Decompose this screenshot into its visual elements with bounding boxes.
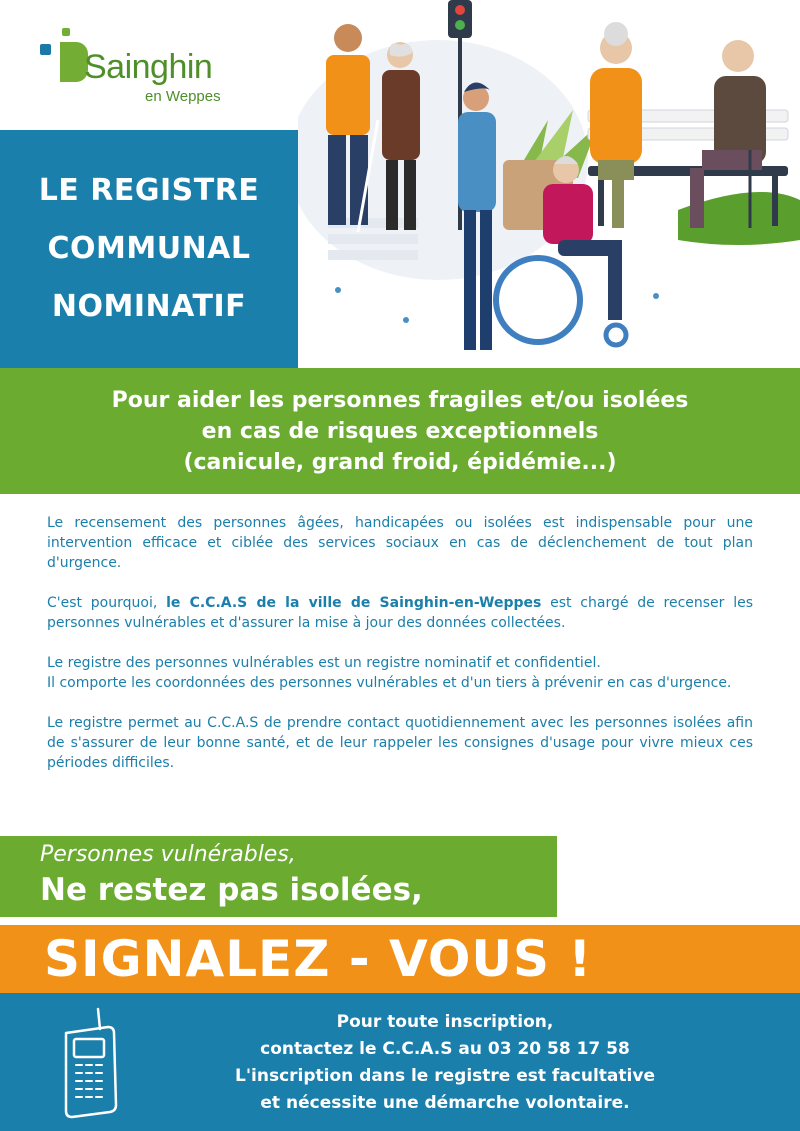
contact-line-1: Pour toute inscription, xyxy=(336,1012,554,1032)
logo-subtitle: en Weppes xyxy=(145,88,221,105)
logo-name: Sainghin xyxy=(84,48,213,86)
title-line-3: NOMINATIF xyxy=(51,289,247,324)
mobile-phone-icon xyxy=(58,1005,122,1121)
illustration xyxy=(298,0,800,368)
intro-band xyxy=(0,368,800,494)
ccas-name: le C.C.A.S de la ville de Sainghin-en-Weppes xyxy=(166,595,542,611)
logo-square-green xyxy=(62,28,70,36)
contact-line-2: contactez le C.C.A.S au 03 20 58 17 58 xyxy=(260,1039,630,1059)
contact-band xyxy=(0,993,800,1131)
body-text xyxy=(47,513,753,793)
logo-square-blue xyxy=(40,44,51,55)
callout-subtitle: Personnes vulnérables, xyxy=(40,842,296,867)
contact-line-3: L'inscription dans le registre est facultative xyxy=(235,1066,655,1086)
title-line-2: COMMUNAL xyxy=(47,231,251,266)
contact-line-4: et nécessite une démarche volontaire. xyxy=(260,1093,630,1113)
paragraph-1: Le recensement des personnes âgées, handicapées ou isolées est indispensable pour une intervention efficace et ciblée des services sociaux en cas de déclenchement de tout plan d'urgence. xyxy=(47,515,753,571)
paragraph-2-suffix: est chargé de recenser les personnes vulnérables et d'assurer la mise à jour des données collectées. xyxy=(47,595,753,631)
callout-main: Ne restez pas isolées, xyxy=(40,872,423,908)
paragraph-2-prefix: C'est pourquoi, xyxy=(47,595,167,611)
paragraph-2 xyxy=(47,593,753,633)
intro-line-3: (canicule, grand froid, épidémie...) xyxy=(183,449,617,475)
contact-text xyxy=(190,1009,700,1117)
paragraph-4: Le registre permet au C.C.A.S de prendre contact quotidiennement avec les personnes isolées afin de s'assurer de leur bonne santé, et de leur rappeler les consignes d'usage pour vivre mieux ces périodes difficiles. xyxy=(47,715,753,771)
signal-band xyxy=(0,925,800,993)
title-line-1: LE REGISTRE xyxy=(38,173,260,208)
signal-text: SIGNALEZ - VOUS ! xyxy=(44,930,593,988)
logo xyxy=(38,28,278,108)
intro-line-2: en cas de risques exceptionnels xyxy=(201,418,599,444)
paragraph-3 xyxy=(47,653,753,693)
paragraph-3-line-2: Il comporte les coordonnées des personnes vulnérables et d'un tiers à prévenir en cas d'urgence. xyxy=(47,675,732,691)
intro-line-1: Pour aider les personnes fragiles et/ou isolées xyxy=(111,387,689,413)
paragraph-3-line-1: Le registre des personnes vulnérables est un registre nominatif et confidentiel. xyxy=(47,655,601,671)
title-block xyxy=(0,130,298,368)
callout-band xyxy=(0,836,557,917)
